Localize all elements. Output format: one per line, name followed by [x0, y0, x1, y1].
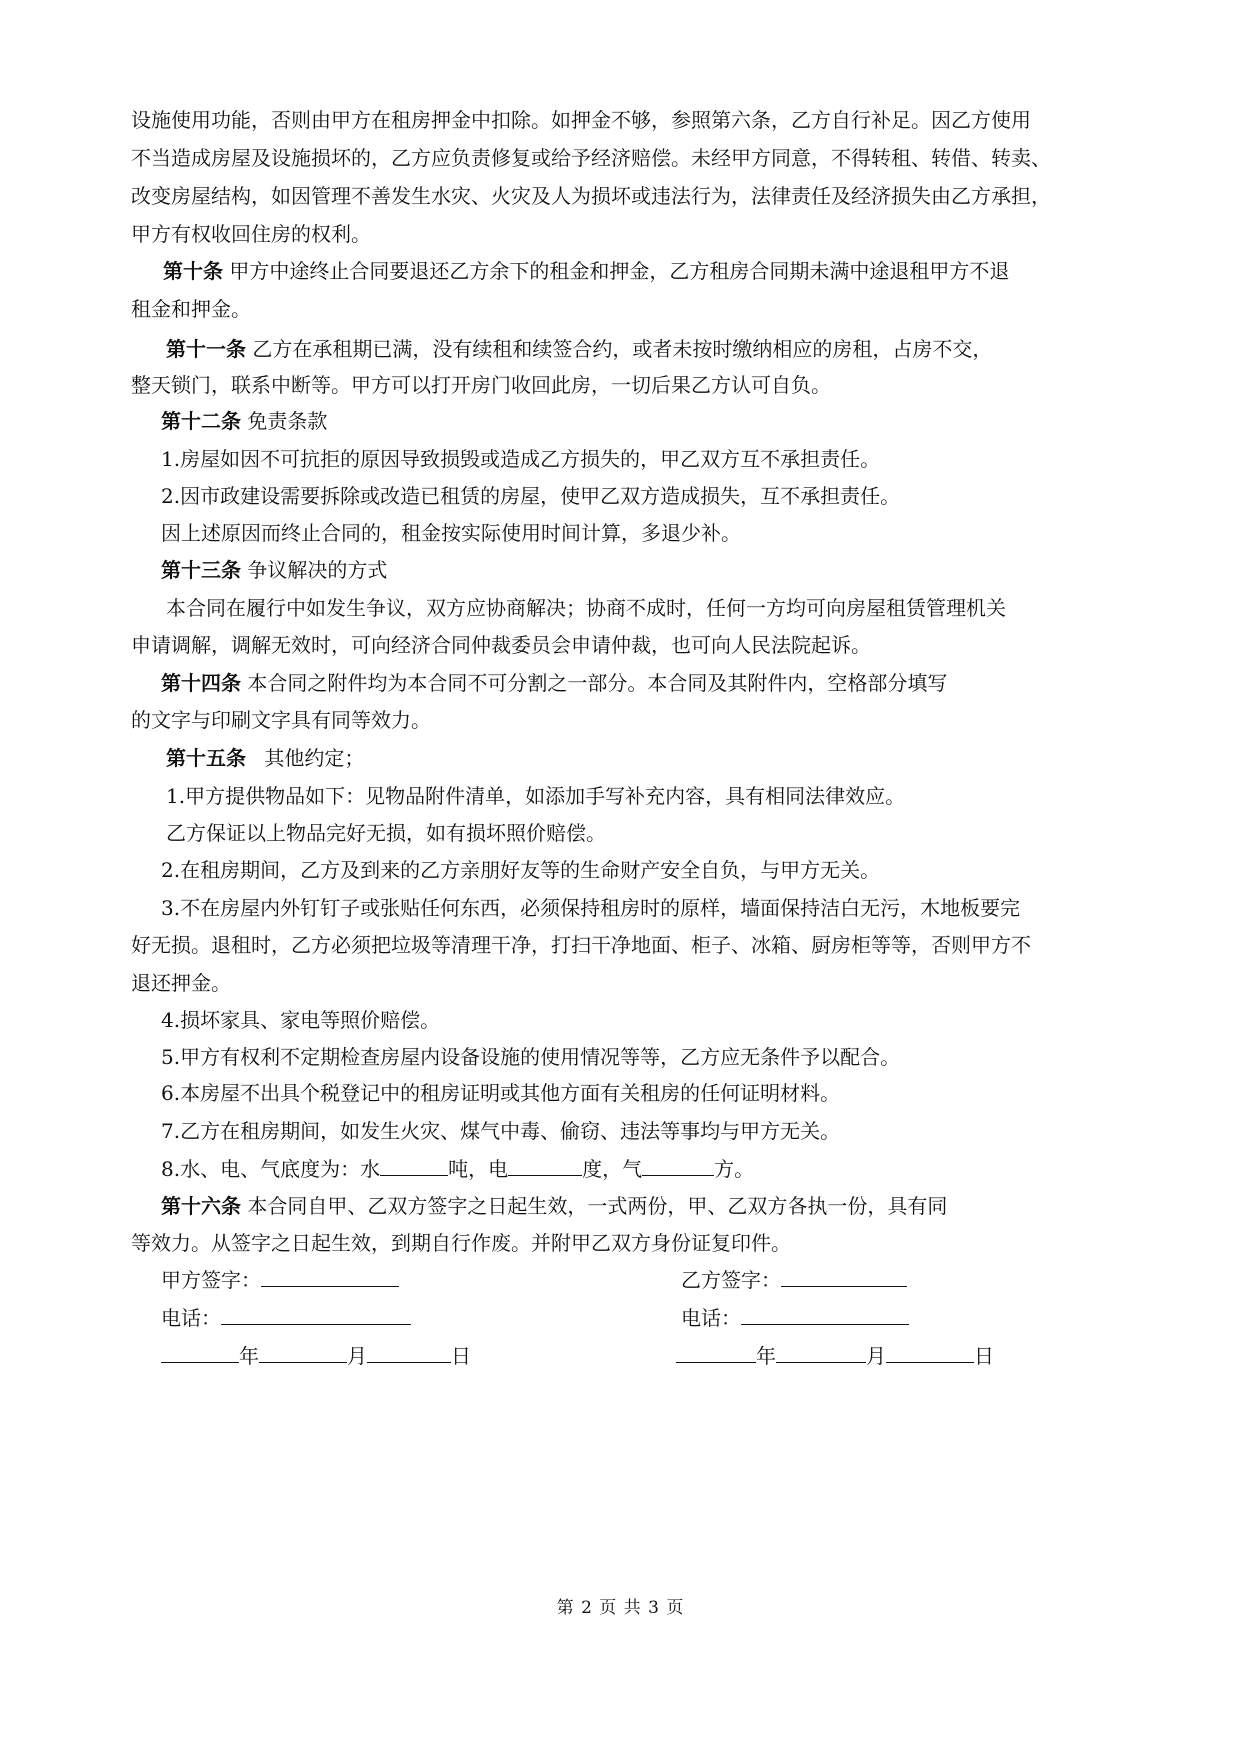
article-text: 其他约定； — [264, 746, 365, 770]
text-line: 甲方有权收回住房的权利。 — [131, 222, 371, 246]
text-line: 整天锁门，联系中断等。甲方可以打开房门收回此房，一切后果乙方认可自负。 — [131, 373, 831, 397]
party-a-phone — [161, 1304, 411, 1331]
party-a-sign-blank — [261, 1266, 399, 1287]
article-15 — [166, 745, 364, 771]
article-16 — [161, 1193, 947, 1219]
article-title: 第十六条 — [161, 1194, 241, 1218]
list-item: 1.房屋如因不可抗拒的原因导致损毁或造成乙方损失的，甲乙双方互不承担责任。 — [161, 447, 881, 471]
list-item: 2.在租房期间，乙方及到来的乙方亲朋好友等的生命财产安全自负，与甲方无关。 — [161, 858, 881, 882]
day-blank — [367, 1342, 451, 1363]
list-item: 7.乙方在租房期间，如发生火灾、煤气中毒、偷窃、违法等事均与甲方无关。 — [161, 1119, 841, 1143]
day-label: 日 — [451, 1344, 471, 1368]
text-line: 的文字与印刷文字具有同等效力。 — [131, 708, 431, 732]
list-item: 因上述原因而终止合同的，租金按实际使用时间计算，多退少补。 — [161, 521, 741, 545]
article-12 — [161, 408, 327, 434]
ton-label: 吨，电 — [448, 1157, 509, 1181]
article-text: 争议解决的方式 — [247, 558, 388, 582]
article-text: 本合同自甲、乙双方签字之日起生效，一式两份，甲、乙双方各执一份，具有同 — [247, 1194, 948, 1218]
party-a-phone-label: 电话： — [161, 1306, 221, 1330]
day-blank — [886, 1342, 974, 1363]
year-blank — [676, 1342, 756, 1363]
water-label: 8.水、电、气底度为：水 — [161, 1157, 381, 1181]
month-blank — [776, 1342, 866, 1363]
party-b-phone — [681, 1304, 909, 1331]
party-a-sign — [161, 1266, 399, 1293]
list-item: 3.不在房屋内外钉钉子或张贴任何东西，必须保持租房时的原样，墙面保持洁白无污，木地板要完 — [161, 896, 1021, 920]
water-blank — [380, 1155, 448, 1176]
article-text: 本合同之附件均为本合同不可分割之一部分。本合同及其附件内，空格部分填写 — [247, 671, 948, 695]
text-line: 申请调解，调解无效时，可向经济合同仲裁委员会申请仲裁，也可向人民法院起诉。 — [131, 633, 871, 657]
text-line: 等效力。从签字之日起生效，到期自行作废。并附甲乙双方身份证复印件。 — [131, 1231, 791, 1255]
list-item: 乙方保证以上物品完好无损，如有损坏照价赔偿。 — [166, 821, 606, 845]
text-line: 租金和押金。 — [131, 297, 251, 321]
text-line: 好无损。退租时，乙方必须把垃圾等清理干净，打扫干净地面、柜子、冰箱、厨房柜等等，否则甲方不 — [131, 933, 1031, 957]
month-label: 月 — [866, 1344, 886, 1368]
list-item: 6.本房屋不出具个税登记中的租房证明或其他方面有关租房的任何证明材料。 — [161, 1081, 841, 1105]
list-item: 1.甲方提供物品如下：见物品附件清单，如添加手写补充内容，具有相同法律效应。 — [166, 784, 906, 808]
party-b-sign-label: 乙方签字： — [681, 1268, 781, 1292]
article-title: 第十三条 — [161, 558, 241, 582]
article-title: 第十二条 — [161, 409, 241, 433]
article-title: 第十五条 — [166, 746, 246, 770]
text-line: 不当造成房屋及设施损坏的，乙方应负责修复或给予经济赔偿。未经甲方同意，不得转租、转借、转卖、 — [131, 146, 1051, 170]
year-blank — [161, 1342, 239, 1363]
article-title: 第十四条 — [161, 671, 241, 695]
party-b-date — [676, 1342, 994, 1369]
party-b-sign-blank — [781, 1266, 907, 1287]
text-line: 本合同在履行中如发生争议，双方应协商解决；协商不成时，任何一方均可向房屋租赁管理机关 — [166, 596, 1006, 620]
article-11 — [166, 336, 992, 362]
utility-readings — [161, 1155, 754, 1182]
article-text: 甲方中途终止合同要退还乙方余下的租金和押金，乙方租房合同期未满中途退租甲方不退 — [229, 259, 1010, 283]
article-title: 第十一条 — [166, 337, 246, 361]
party-a-sign-label: 甲方签字： — [161, 1268, 261, 1292]
electricity-blank — [508, 1155, 582, 1176]
text-line: 改变房屋结构，如因管理不善发生水灾、火灾及人为损坏或违法行为，法律责任及经济损失由乙方承担， — [131, 184, 1051, 208]
article-text: 免责条款 — [247, 409, 328, 433]
text-line: 退还押金。 — [131, 971, 231, 995]
party-b-phone-blank — [741, 1304, 909, 1325]
list-item: 5.甲方有权利不定期检查房屋内设备设施的使用情况等等，乙方应无条件予以配合。 — [161, 1045, 901, 1069]
day-label: 日 — [974, 1344, 994, 1368]
party-a-date — [161, 1342, 471, 1369]
fang-label: 方。 — [714, 1157, 755, 1181]
article-text: 乙方在承租期已满，没有续租和续签合约，或者未按时缴纳相应的房租，占房不交， — [252, 337, 993, 361]
month-label: 月 — [347, 1344, 367, 1368]
text-line: 设施使用功能，否则由甲方在租房押金中扣除。如押金不够，参照第六条，乙方自行补足。因乙方使用 — [131, 108, 1031, 132]
year-label: 年 — [239, 1344, 259, 1368]
article-13 — [161, 557, 387, 583]
list-item: 2.因市政建设需要拆除或改造已租赁的房屋，使甲乙双方造成损失，互不承担责任。 — [161, 484, 901, 508]
year-label: 年 — [756, 1344, 776, 1368]
party-b-phone-label: 电话： — [681, 1306, 741, 1330]
month-blank — [259, 1342, 347, 1363]
article-10 — [163, 258, 1009, 284]
du-label: 度，气 — [582, 1157, 643, 1181]
page-number: 第 2 页 共 3 页 — [556, 1598, 685, 1618]
party-a-phone-blank — [221, 1304, 411, 1325]
article-title: 第十条 — [163, 259, 223, 283]
article-14 — [161, 670, 947, 696]
list-item: 4.损坏家具、家电等照价赔偿。 — [161, 1008, 441, 1032]
gas-blank — [642, 1155, 714, 1176]
party-b-sign — [681, 1266, 907, 1293]
